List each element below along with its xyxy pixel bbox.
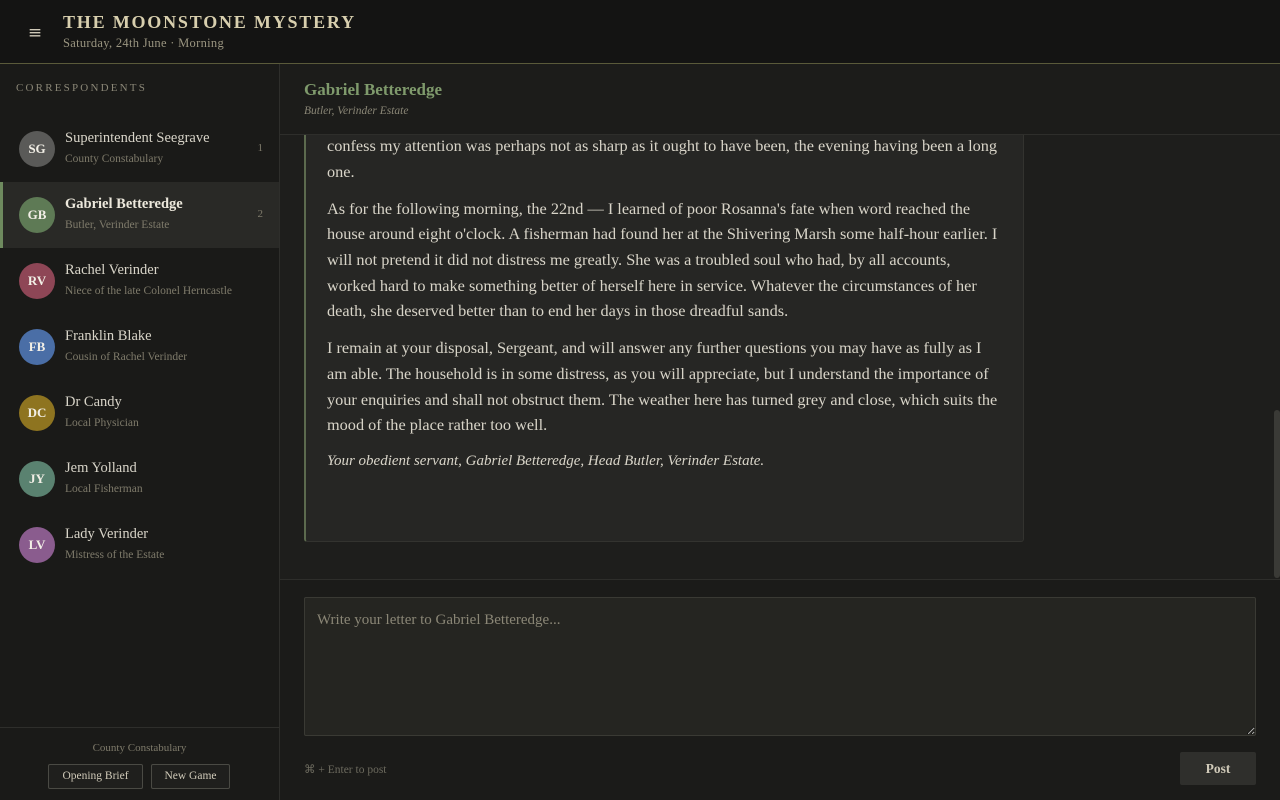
post-button[interactable]: Post xyxy=(1180,752,1256,785)
avatar: GB xyxy=(19,197,55,233)
recipient-role: Butler, Verinder Estate xyxy=(304,105,409,117)
avatar: JY xyxy=(19,461,55,497)
correspondent-name: Superintendent Seegrave xyxy=(65,130,210,146)
opening-brief-button[interactable]: Opening Brief xyxy=(48,764,143,789)
unread-count-badge: 2 xyxy=(257,208,263,220)
avatar: FB xyxy=(19,329,55,365)
thread-scrollbar[interactable] xyxy=(1274,135,1280,579)
correspondent-role: Local Fisherman xyxy=(65,483,143,495)
app-date-subtitle: Saturday, 24th June · Morning xyxy=(63,36,224,50)
correspondent-role: County Constabulary xyxy=(65,153,164,165)
avatar: SG xyxy=(19,131,55,167)
letter-composer xyxy=(280,579,1280,800)
correspondent-name: Dr Candy xyxy=(65,394,122,410)
correspondent-role: Local Physician xyxy=(65,417,139,429)
app-title: THE MOONSTONE MYSTERY xyxy=(63,12,356,32)
correspondent-item[interactable] xyxy=(0,380,279,446)
correspondent-name: Lady Verinder xyxy=(65,526,149,542)
recipient-name: Gabriel Betteredge xyxy=(304,80,443,99)
correspondent-role: Cousin of Rachel Verinder xyxy=(65,351,188,363)
post-shortcut-hint: ⌘ + Enter to post xyxy=(304,764,387,776)
correspondent-item[interactable] xyxy=(0,512,279,578)
correspondent-name: Franklin Blake xyxy=(65,328,152,344)
correspondent-role: Butler, Verinder Estate xyxy=(65,219,170,231)
correspondent-item[interactable] xyxy=(0,446,279,512)
new-game-button[interactable]: New Game xyxy=(151,764,230,789)
unread-count-badge: 1 xyxy=(257,142,263,154)
correspondent-list xyxy=(0,116,279,578)
correspondent-name: Gabriel Betteredge xyxy=(65,196,183,212)
letter-paragraph: confess my attention was perhaps not as sharp as it ought to have been, the evening having been a long one. xyxy=(327,136,998,181)
sidebar-heading: CORRESPONDENTS xyxy=(16,82,148,94)
letter-card xyxy=(304,135,1024,542)
correspondent-name: Rachel Verinder xyxy=(65,262,159,278)
correspondent-role: Niece of the late Colonel Herncastle xyxy=(65,285,232,297)
conversation-header xyxy=(280,64,1280,135)
app-header xyxy=(0,0,1280,64)
letter-signature: Your obedient servant, Gabriel Betteredge, Head Butler, Verinder Estate. xyxy=(327,453,765,470)
letter-paragraph: I remain at your disposal, Sergeant, and will answer any further questions you may have as fully as I am able. The household is in some distress, as you will appreciate, but I understand the importance of your enquiries and shall not obstruct them. The weather here has turned grey and close, which suits the mood of the place rather too well. xyxy=(327,338,998,435)
thread-scrollbar-thumb[interactable] xyxy=(1274,410,1280,578)
avatar: RV xyxy=(19,263,55,299)
correspondent-item[interactable] xyxy=(0,314,279,380)
correspondent-role: Mistress of the Estate xyxy=(65,549,165,561)
hamburger-menu-icon[interactable]: ≡ xyxy=(27,23,43,43)
letter-paragraph: As for the following morning, the 22nd — I learned of poor Rosanna's fate when word reached the house around eight o'clock. A fisherman had found her at the Shivering Marsh some half-hour earlier. I will not pretend it did not distress me greatly. She was a troubled soul who had, by all accounts, worked hard to make something better of herself here in service. Whatever the circumstances of her death, she deserved better than to end her days in those dreadful sands. xyxy=(327,198,998,321)
avatar: LV xyxy=(19,527,55,563)
correspondent-name: Jem Yolland xyxy=(65,460,137,476)
correspondent-item[interactable] xyxy=(0,182,279,248)
letter-input[interactable] xyxy=(304,597,1256,736)
correspondents-sidebar xyxy=(0,64,280,800)
correspondent-item[interactable] xyxy=(0,248,279,314)
avatar: DC xyxy=(19,395,55,431)
conversation-panel xyxy=(280,64,1280,800)
correspondent-item[interactable] xyxy=(0,116,279,182)
footer-organisation: County Constabulary xyxy=(92,742,187,754)
letter-thread[interactable] xyxy=(280,135,1280,579)
sidebar-footer xyxy=(0,727,279,800)
